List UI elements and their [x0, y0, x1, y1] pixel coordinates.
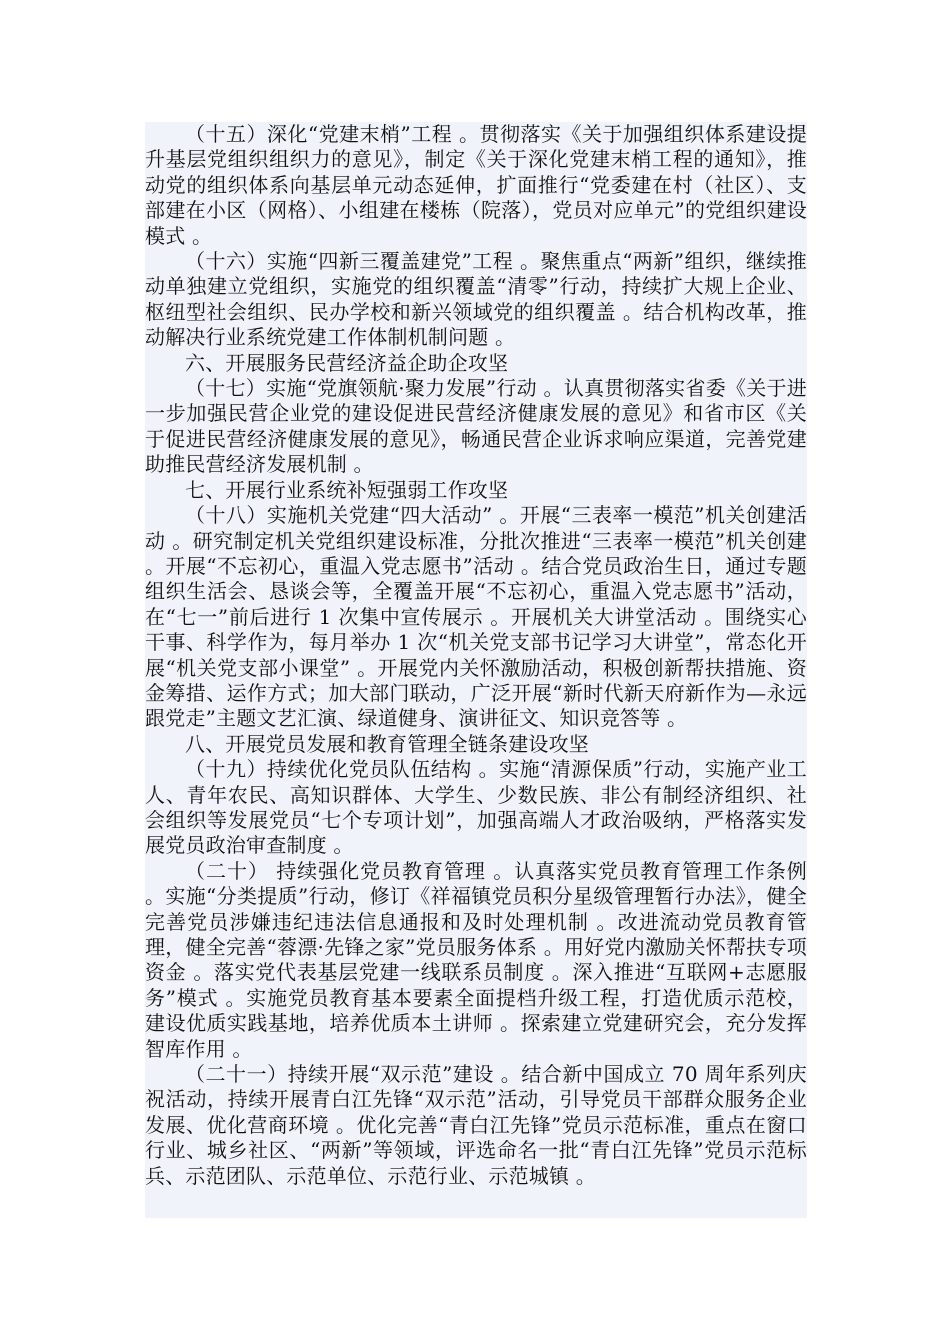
paragraph-21: （二十一）持续开展“双示范”建设 。结合新中国成立 70 周年系列庆祝活动，持续开展青白江先锋“双示范”活动，引导党员干部群众服务企业发展、优化营商环境 。优化完善“青白江先锋”党员示范标准，重点在窗口行业、城乡社区、“两新”等领域，评选命名一批“青白江先锋”党员示范标兵、示范团队、示范单位、示范行业、示范城镇 。 — [145, 1062, 807, 1188]
paragraph-15: （十五）深化“党建末梢”工程 。贯彻落实《关于加强组织体系建设提升基层党组织组织力的意见》，制定《关于深化党建末梢工程的通知》，推动党的组织体系向基层单元动态延伸，扩面推行“党委建在村（社区）、支部建在小区（网格）、小组建在楼栋（院落），党员对应单元”的党组织建设模式 。 — [145, 122, 807, 248]
document-body — [145, 122, 807, 1218]
paragraph-17: （十七）实施“党旗领航·聚力发展”行动 。认真贯彻落实省委《关于进一步加强民营企业党的建设促进民营经济健康发展的意见》和省市区《关于促进民营经济健康发展的意见》，畅通民营企业诉求响应渠道，完善党建助推民营经济发展机制 。 — [145, 376, 807, 477]
section-heading-6: 六、开展服务民营经济益企助企攻坚 — [185, 350, 509, 375]
paragraph-18: （十八）实施机关党建“四大活动” 。开展“三表率一模范”机关创建活动 。研究制定机关党组织建设标准，分批次推进“三表率一模范”机关创建 。开展“不忘初心，重温入党志愿书”活动 。结合党员政治生日，通过专题组织生活会、恳谈会等，全覆盖开展“不忘初心，重温入党志愿书”活动，在“七一”前后进行 1 次集中宣传展示 。开展机关大讲堂活动 。围绕实心干事、科学作为，每月举办 1 次“机关党支部书记学习大讲堂”，常态化开展“机关党支部小课堂” 。开展党内关怀激励活动，积极创新帮扶措施、资金筹措、运作方式；加大部门联动，广泛开展“新时代新天府新作为—永远跟党走”主题文艺汇演、绿道健身、演讲征文、知识竞答等 。 — [145, 503, 807, 731]
paragraph-19: （十九）持续优化党员队伍结构 。实施“清源保质”行动，实施产业工人、青年农民、高知识群体、大学生、少数民族、非公有制经济组织、社会组织等发展党员“七个专项计划”，加强高端人才政治吸纳，严格落实发展党员政治审查制度 。 — [145, 757, 807, 858]
section-heading-8: 八、开展党员发展和教育管理全链条建设攻坚 — [185, 731, 589, 756]
paragraph-16: （十六）实施“四新三覆盖建党”工程 。聚焦重点“两新”组织，继续推动单独建立党组织，实施党的组织覆盖“清零”行动，持续扩大规上企业、枢纽型社会组织、民办学校和新兴领域党的组织覆盖 。结合机构改革，推动解决行业系统党建工作体制机制问题 。 — [145, 249, 807, 350]
paragraph-20: （二十） 持续强化党员教育管理 。认真落实党员教育管理工作条例 。实施“分类提质”行动，修订《祥福镇党员积分星级管理暂行办法》，健全完善党员涉嫌违纪违法信息通报和及时处理机制 。改进流动党员教育管理，健全完善“蓉漂·先锋之家”党员服务体系 。用好党内激励关怀帮扶专项资金 。落实党代表基层党建一线联系员制度 。深入推进“互联网+志愿服务”模式 。实施党员教育基本要素全面提档升级工程，打造优质示范校，建设优质实践基地，培养优质本土讲师 。探索建立党建研究会，充分发挥智库作用 。 — [145, 858, 807, 1061]
section-heading-7: 七、开展行业系统补短强弱工作攻坚 — [185, 477, 509, 502]
